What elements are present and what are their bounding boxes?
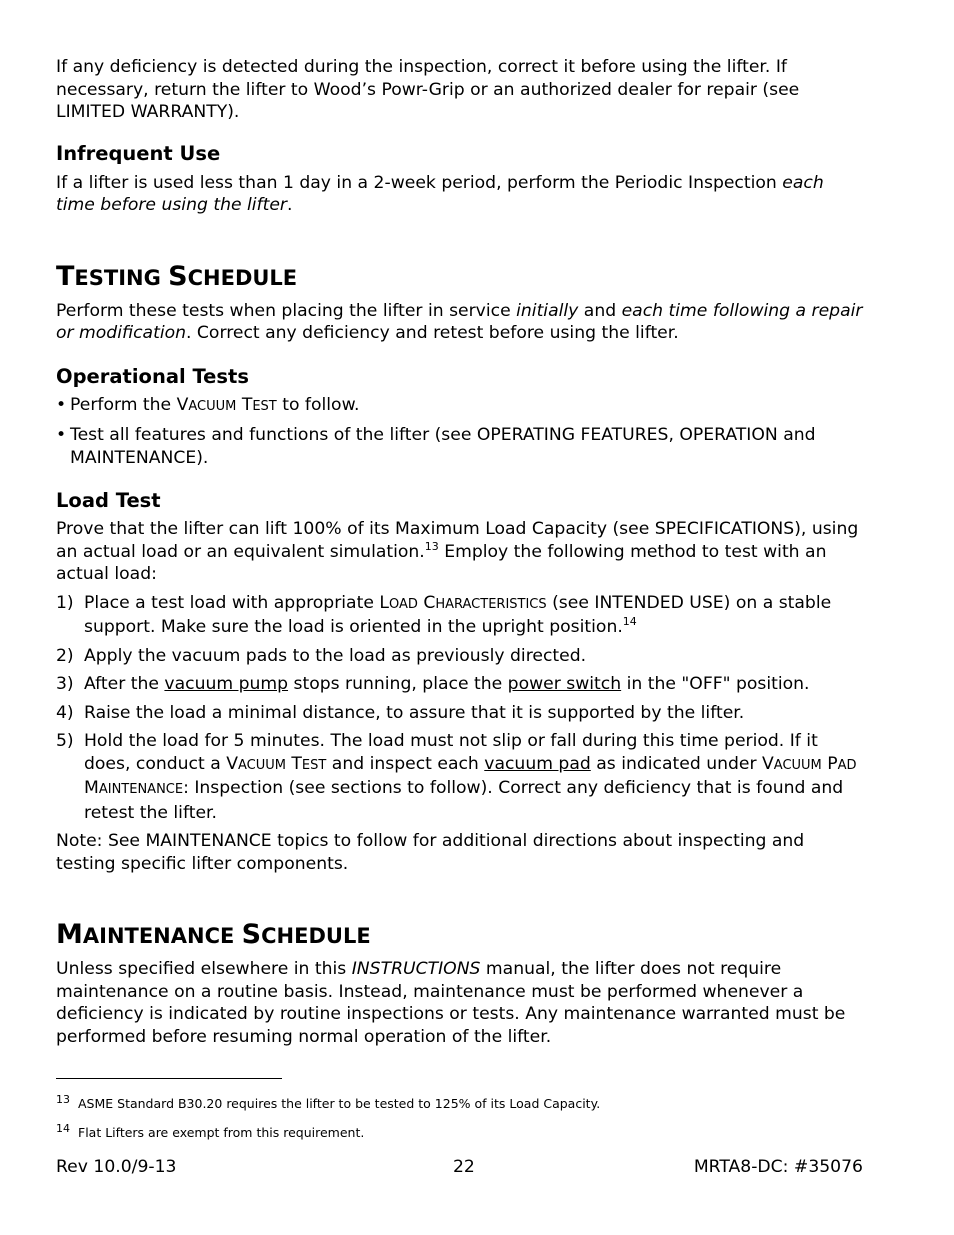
load-test-paragraph: Prove that the lifter can lift 100% of its Maximum Load Capacity (see SPECIFICATIONS), using an actual load or an equivalent simulation.$^{13}$ Employ the following method to test with an actual load: (56, 519, 859, 584)
list-item: 4) Raise the load a minimal distance, to assure that it is supported by the lifter. (56, 702, 745, 723)
load-test-heading: Load Test (56, 489, 161, 512)
load-test-note: Note: See MAINTENANCE topics to follow for additional directions about inspecting and testing specific lifter components. (56, 831, 805, 874)
operational-tests-list (56, 394, 866, 470)
list-item: 1) Place a test load with appropriate LOAD CHARACTERISTICS (see INTENDED USE) on a stable support. Make sure the load is oriented in the upright position.$^{14}$ (56, 592, 832, 637)
list-item: 5) Hold the load for 5 minutes. The load must not slip or fall during this time period. If it does, conduct a VACUUM TEST and inspect each vacuum pad as indicated under VACUUM PAD MAINTENANCE: Inspection (see sections to follow). Correct any deficiency that is found and retest the lifter. (56, 731, 857, 823)
intro-paragraph: If any deficiency is detected during the inspection, correct it before using the lifter. If necessary, return the lifter to Wood’s Powr-Grip or an authorized dealer for repair (see LIMITED WARRANTY). (56, 57, 800, 122)
footnote-14: $^{14}$ Flat Lifters are exempt from this requirement. (56, 1122, 365, 1140)
footnote-ref-13: 13 (424, 539, 439, 553)
maintenance-schedule-paragraph: Unless specified elsewhere in this INSTRUCTIONS manual, the lifter does not require maintenance on a routine basis. Instead, maintenance must be performed whenever a deficiency is indicated by routine inspections or tests. Any maintenance warranted must be performed before resuming normal operation of the lifter. (56, 959, 846, 1047)
infrequent-use-paragraph: If a lifter is used less than 1 day in a 2-week period, perform the Periodic Inspection each time before using the lifter. (56, 172, 824, 215)
list-item: • Perform the VACUUM TEST to follow. (56, 394, 360, 415)
footnote-ref-14: 14 (622, 615, 637, 628)
vacuum-pump-link: vacuum pump (164, 674, 289, 694)
footnote-13: $^{13}$ ASME Standard B30.20 requires the lifter to be tested to 125% of its Load Capacity. (56, 1093, 601, 1111)
page-body (56, 56, 866, 1048)
operational-tests-heading: Operational Tests (56, 364, 249, 388)
vacuum-pad-link: vacuum pad (484, 753, 591, 774)
load-test-steps (56, 592, 866, 825)
power-switch-link: power switch (507, 674, 622, 694)
list-item: 2) Apply the vacuum pads to the load as previously directed. (56, 645, 587, 666)
testing-schedule-paragraph: Perform these tests when placing the lifter in service initially and each time following a repair or modification. Correct any deficiency and retest before using the lifter. (56, 300, 863, 343)
page-number: 22 (453, 1157, 475, 1177)
footnote-divider (56, 1078, 282, 1079)
revision-label: Rev 10.0/9-13 (56, 1157, 177, 1177)
testing-schedule-heading: TESTING SCHEDULE (56, 260, 298, 292)
list-item: • Test all features and functions of the lifter (see OPERATING FEATURES, OPERATION and MAINTENANCE). (56, 425, 816, 468)
model-label: MRTA8-DC: #35076 (693, 1157, 863, 1177)
maintenance-schedule-heading: MAINTENANCE SCHEDULE (56, 919, 371, 950)
list-item: 3) After the vacuum pump stops running, place the power switch in the "OFF" position. (56, 674, 810, 694)
infrequent-use-heading: Infrequent Use (56, 141, 221, 165)
